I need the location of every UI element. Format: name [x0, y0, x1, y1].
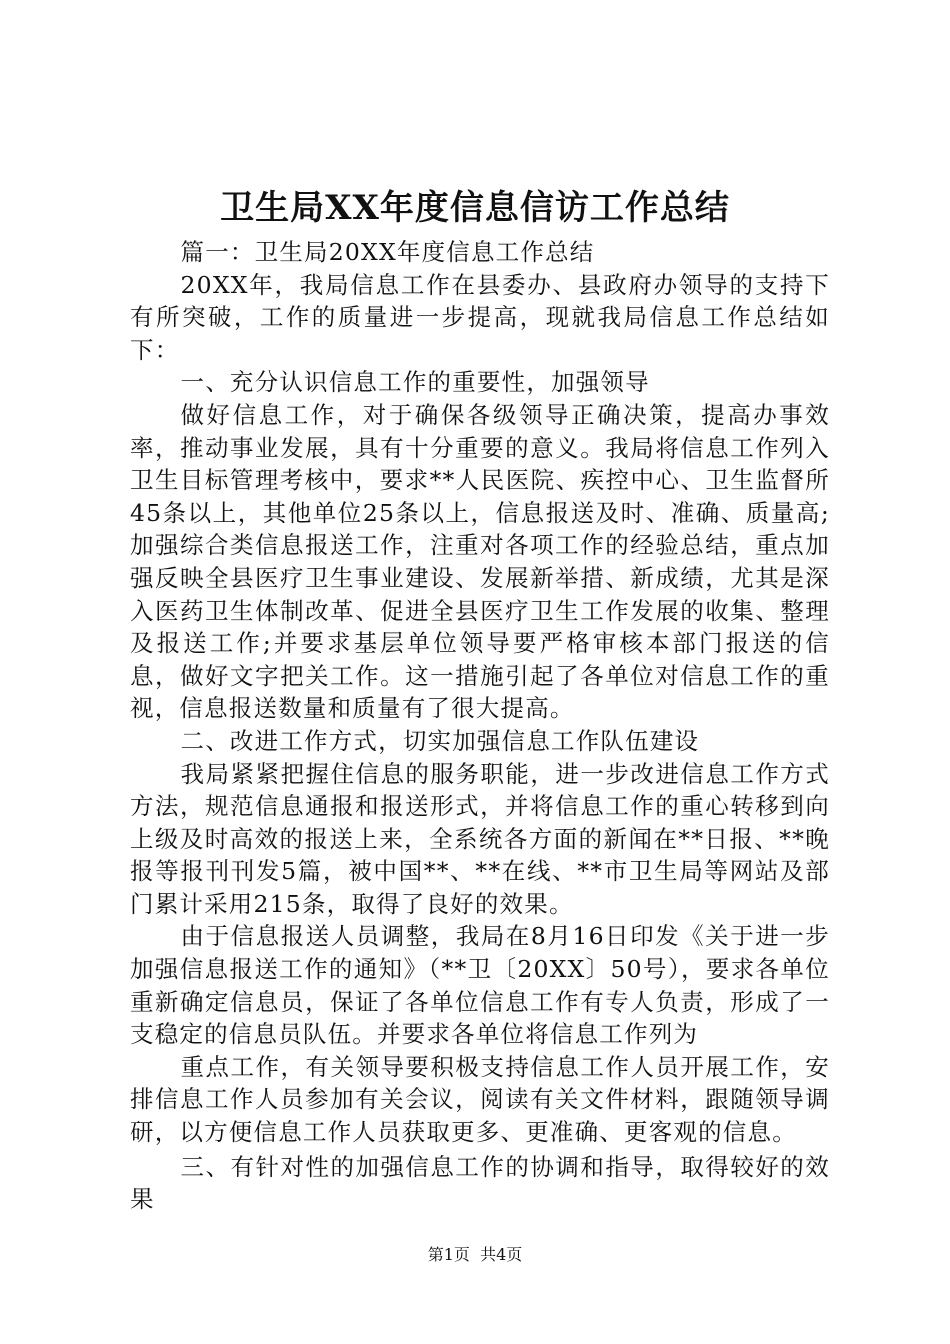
paragraph-staff-notice: 由于信息报送人员调整，我局在8月16日印发《关于进一步加强信息报送工作的通知》（**卫〔20XX〕50号），要求各单位重新确定信息员，保证了各单位信息工作有专人负责，形成了一支稳定的信息员队伍。并要求各单位将信息工作列为	[130, 922, 830, 1049]
paragraph-work-method: 我局紧紧把握住信息的服务职能，进一步改进信息工作方式方法，规范信息通报和报送形式，并将信息工作的重心转移到向上级及时高效的报送上来，全系统各方面的新闻在**日报、**晚报等报刊刊发5篇，被中国**、**在线、**市卫生局等网站及部门累计采用215条，取得了良好的效果。	[130, 759, 830, 918]
document-title: 卫生局XX年度信息信访工作总结	[220, 188, 730, 228]
section-heading-three: 三、有针对性的加强信息工作的协调和指导，取得较好的效果	[130, 1152, 830, 1214]
section-heading-one: 一、充分认识信息工作的重要性，加强领导	[180, 368, 650, 397]
section-heading-two: 二、改进工作方式，切实加强信息工作队伍建设	[180, 726, 700, 755]
page-footer	[0, 1244, 950, 1266]
paragraph-key-work: 重点工作，有关领导要积极支持信息工作人员开展工作，安排信息工作人员参加有关会议，阅读有关文件材料，跟随领导调研，以方便信息工作人员获取更多、更准确、更客观的信息。	[130, 1052, 830, 1147]
paragraph-intro: 20XX年，我局信息工作在县委办、县政府办领导的支持下有所突破，工作的质量进一步提高，现就我局信息工作总结如下：	[130, 270, 830, 364]
section-heading-part-one: 篇一：卫生局20XX年度信息工作总结	[180, 238, 595, 266]
page-total: 共4页	[480, 1245, 523, 1264]
page-number: 第1页	[427, 1245, 470, 1264]
document-body	[130, 236, 830, 1216]
paragraph-leadership: 做好信息工作，对于确保各级领导正确决策，提高办事效率，推动事业发展，具有十分重要的意义。我局将信息工作列入卫生目标管理考核中，要求**人民医院、疾控中心、卫生监督所45条以上，其他单位25条以上，信息报送及时、准确、质量高;加强综合类信息报送工作，注重对各项工作的经验总结，重点加强反映全县医疗卫生事业建设、发展新举措、新成绩，尤其是深入医药卫生体制改革、促进全县医疗卫生工作发展的收集、整理及报送工作;并要求基层单位领导要严格审核本部门报送的信息，做好文字把关工作。这一措施引起了各单位对信息工作的重视，信息报送数量和质量有了很大提高。	[130, 400, 830, 723]
